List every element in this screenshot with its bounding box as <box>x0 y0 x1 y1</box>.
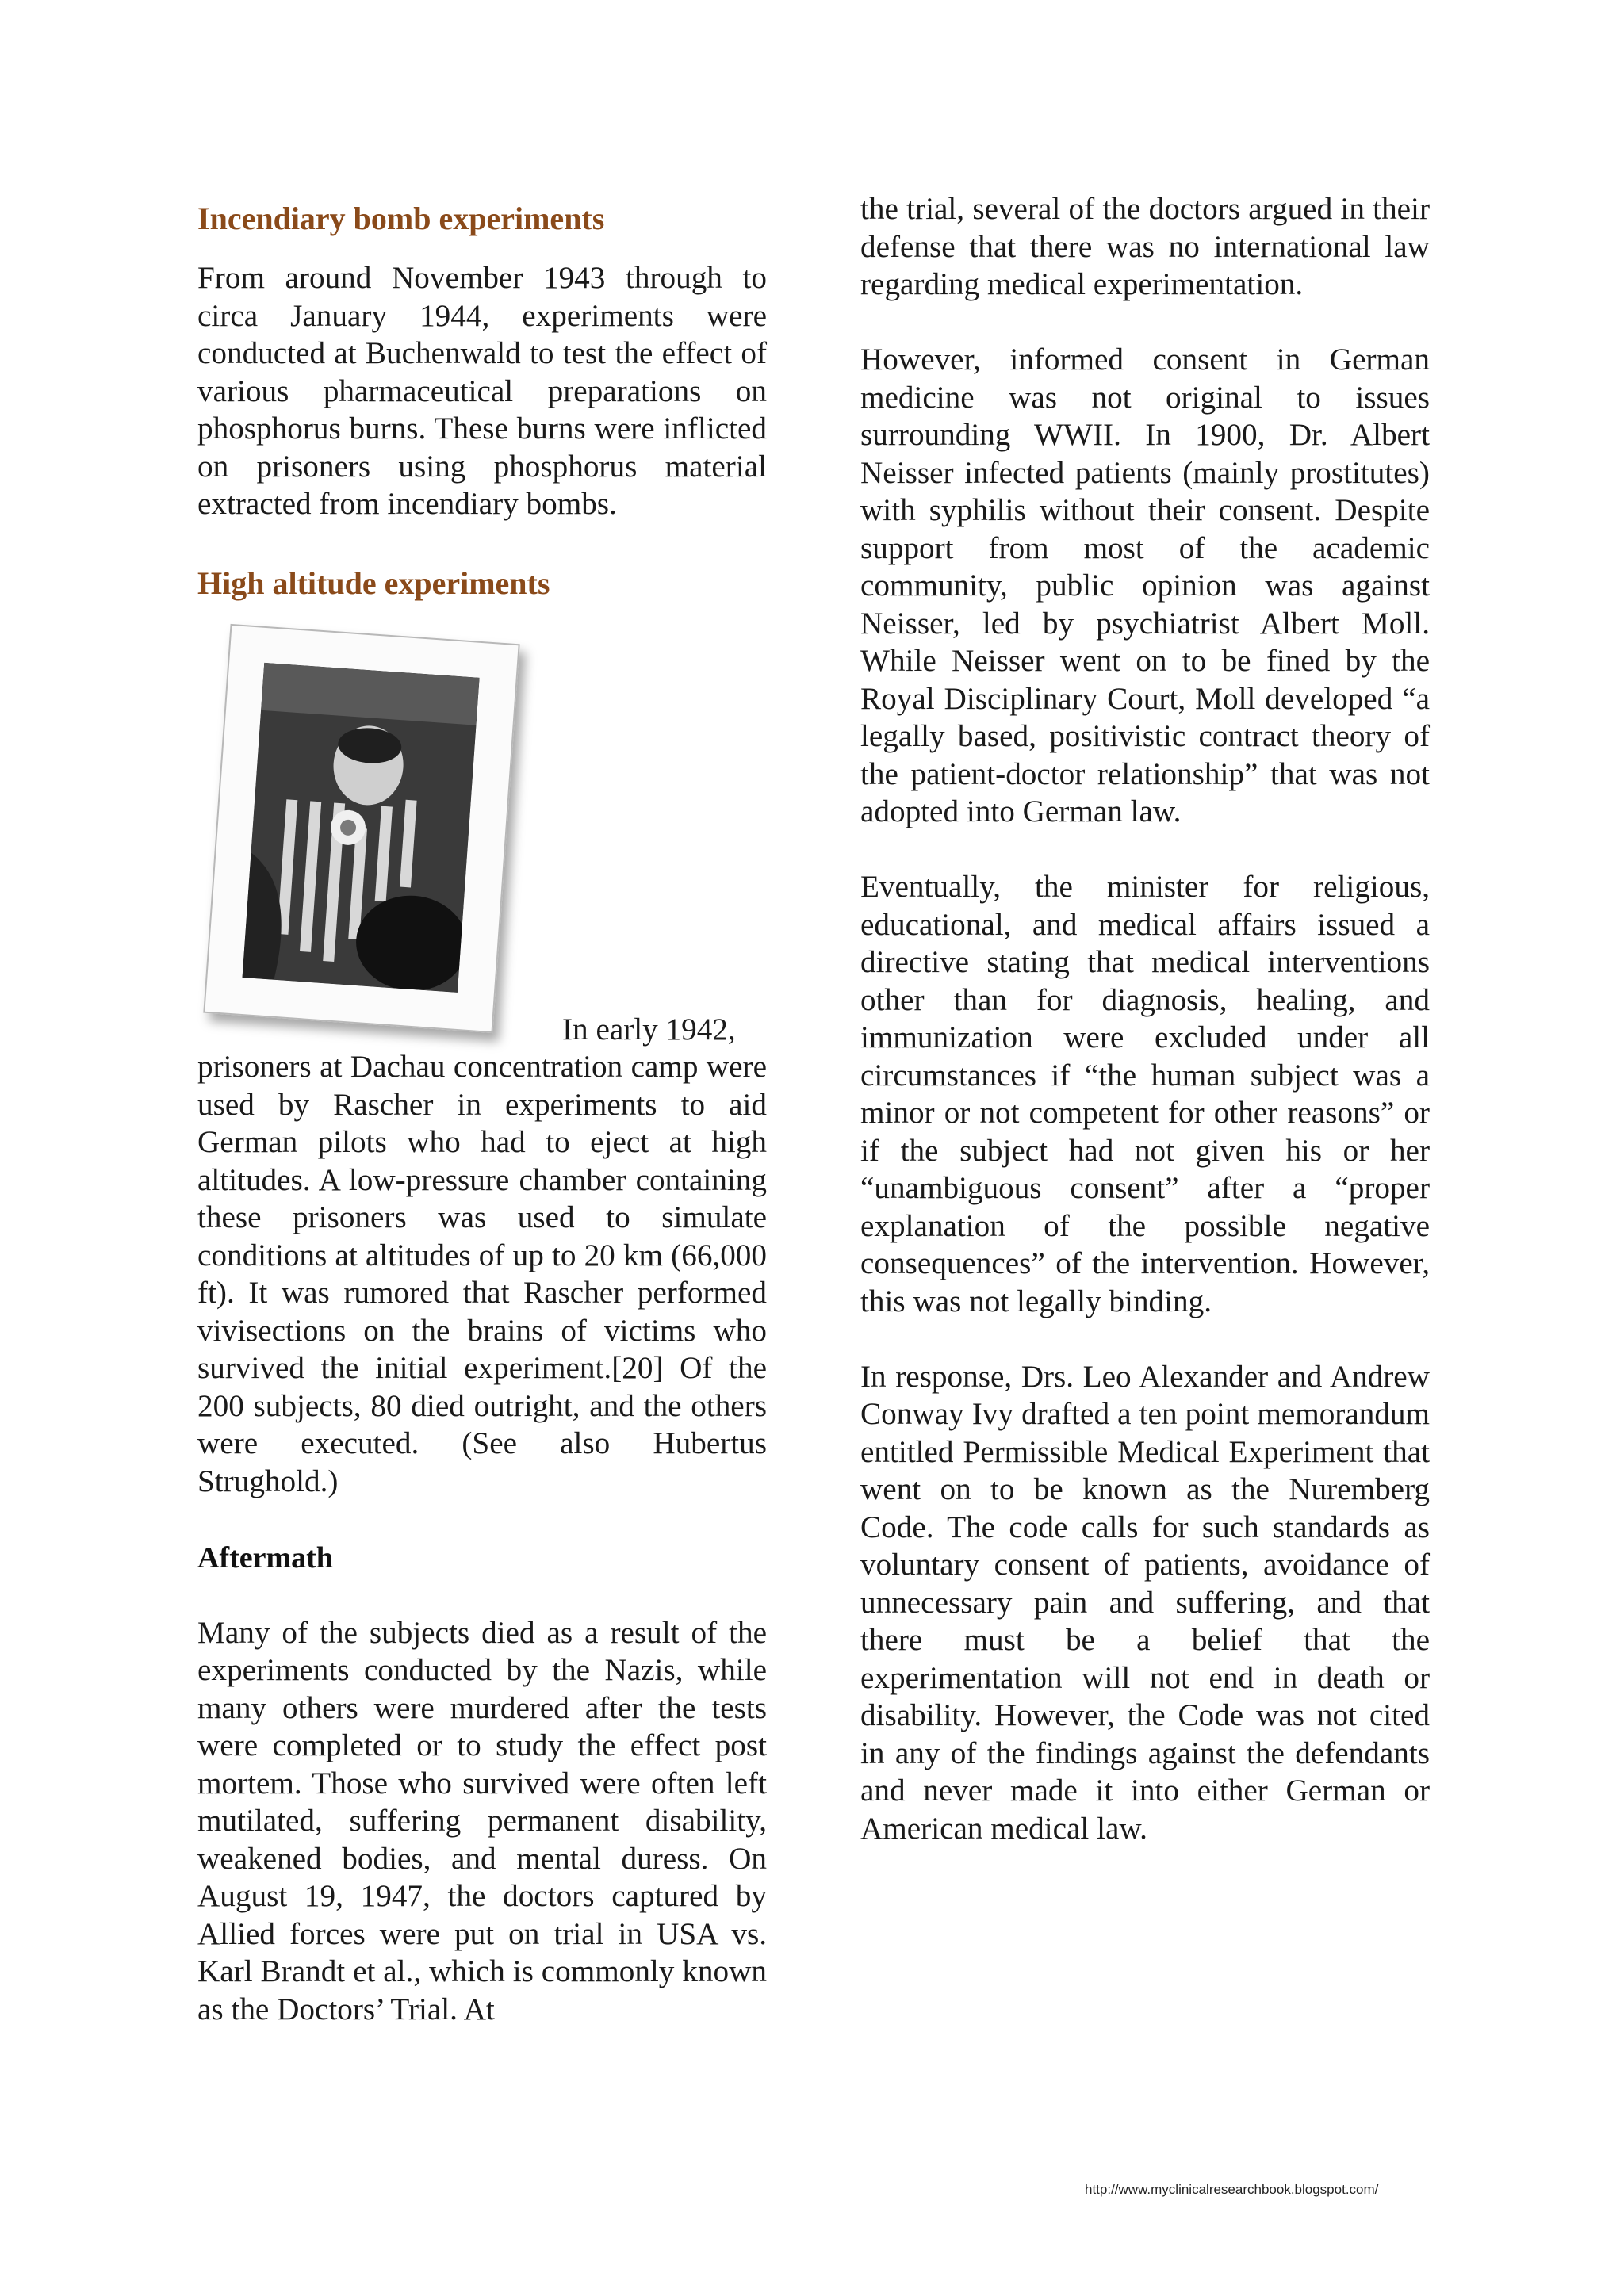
paragraph-directive: Eventually, the minister for religious, educational, and medical affairs issued a directive stating that medical interventions other than for diagnosis, healing, and immunization were excluded under all circumstances if “the human subject was a minor or not competent for other reasons” or if the subject had not given his or her “unambiguous consent” after a “proper explanation of the possible negative consequences” of the intervention. However, this was not legally binding. <box>860 870 1430 1318</box>
prisoner-photo-frame <box>203 623 519 1032</box>
heading-incendiary: Incendiary bomb experiments <box>197 201 605 236</box>
right-column <box>860 190 1430 1847</box>
paragraph-incendiary: From around November 1943 through to circa January 1944, experiments were conducted at Buchenwald to test the effect of various pharmaceutical preparations on phosphorus burns. These burns were inflicted on prisoners using phosphorus material extracted from incendiary bombs. <box>197 261 767 521</box>
paragraph-high-altitude-body: prisoners at Dachau concentration camp were used by Rascher in experiments to aid German pilots who had to eject at high altitudes. A low-pressure chamber containing these prisoners was used to simulate conditions at altitudes of up to 20 km (66,000 ft). It was rumored that Rascher performed vivisections on the brains of victims who survived the initial experiment.[20] Of the 200 subjects, 80 died outright, and the others were executed. (See also Hubertus Strughold.) <box>197 1050 767 1498</box>
paragraph-high-altitude <box>197 1011 767 1501</box>
photo-container <box>197 633 767 1038</box>
heading-aftermath: Aftermath <box>197 1540 333 1575</box>
prisoner-photo <box>243 662 480 992</box>
heading-high-altitude: High altitude experiments <box>197 564 550 601</box>
left-column <box>197 190 767 2028</box>
paragraph-nuremberg-code: In response, Drs. Leo Alexander and Andrew Conway Ivy drafted a ten point memorandum entitled Permissible Medical Experiment that went on to be known as the Nuremberg Code. The code calls for such standards as voluntary consent of patients, avoidance of unnecessary pain and suffering, and that there must be a belief that the experimentation will not end in death or disability. However, the Code was not cited in any of the findings against the defendants and never made it into either German or American medical law. <box>860 1359 1430 1846</box>
footer-url-link[interactable]: http://www.myclinicalresearchbook.blogspot.com/ <box>1085 2182 1379 2197</box>
paragraph-aftermath: Many of the subjects died as a result of the experiments conducted by the Nazis, while many others were murdered after the tests were completed or to study the effect post mortem. Those who survived were often left mutilated, suffering permanent disability, weakened bodies, and mental duress. On August 19, 1947, the doctors captured by Allied forces were put on trial in USA vs. Karl Brandt et al., which is commonly known as the Doctors’ Trial. At <box>197 1615 767 2026</box>
paragraph-informed-consent: However, informed consent in German medicine was not original to issues surrounding WWII. In 1900, Dr. Albert Neisser infected patients (mainly prostitutes) with syphilis without their consent. Despite support from most of the academic community, public opinion was against Neisser, led by psychiatrist Albert Moll. While Neisser went on to be fined by the Royal Disciplinary Court, Moll developed “a legally based, positivistic contract theory of the patient-doctor relationship” that was not adopted into German law. <box>860 342 1430 828</box>
paragraph-trial-defense: the trial, several of the doctors argued in their defense that there was no international law regarding medical experimentation. <box>860 192 1430 301</box>
paragraph-high-altitude-lead: In early 1942, <box>562 1012 736 1047</box>
